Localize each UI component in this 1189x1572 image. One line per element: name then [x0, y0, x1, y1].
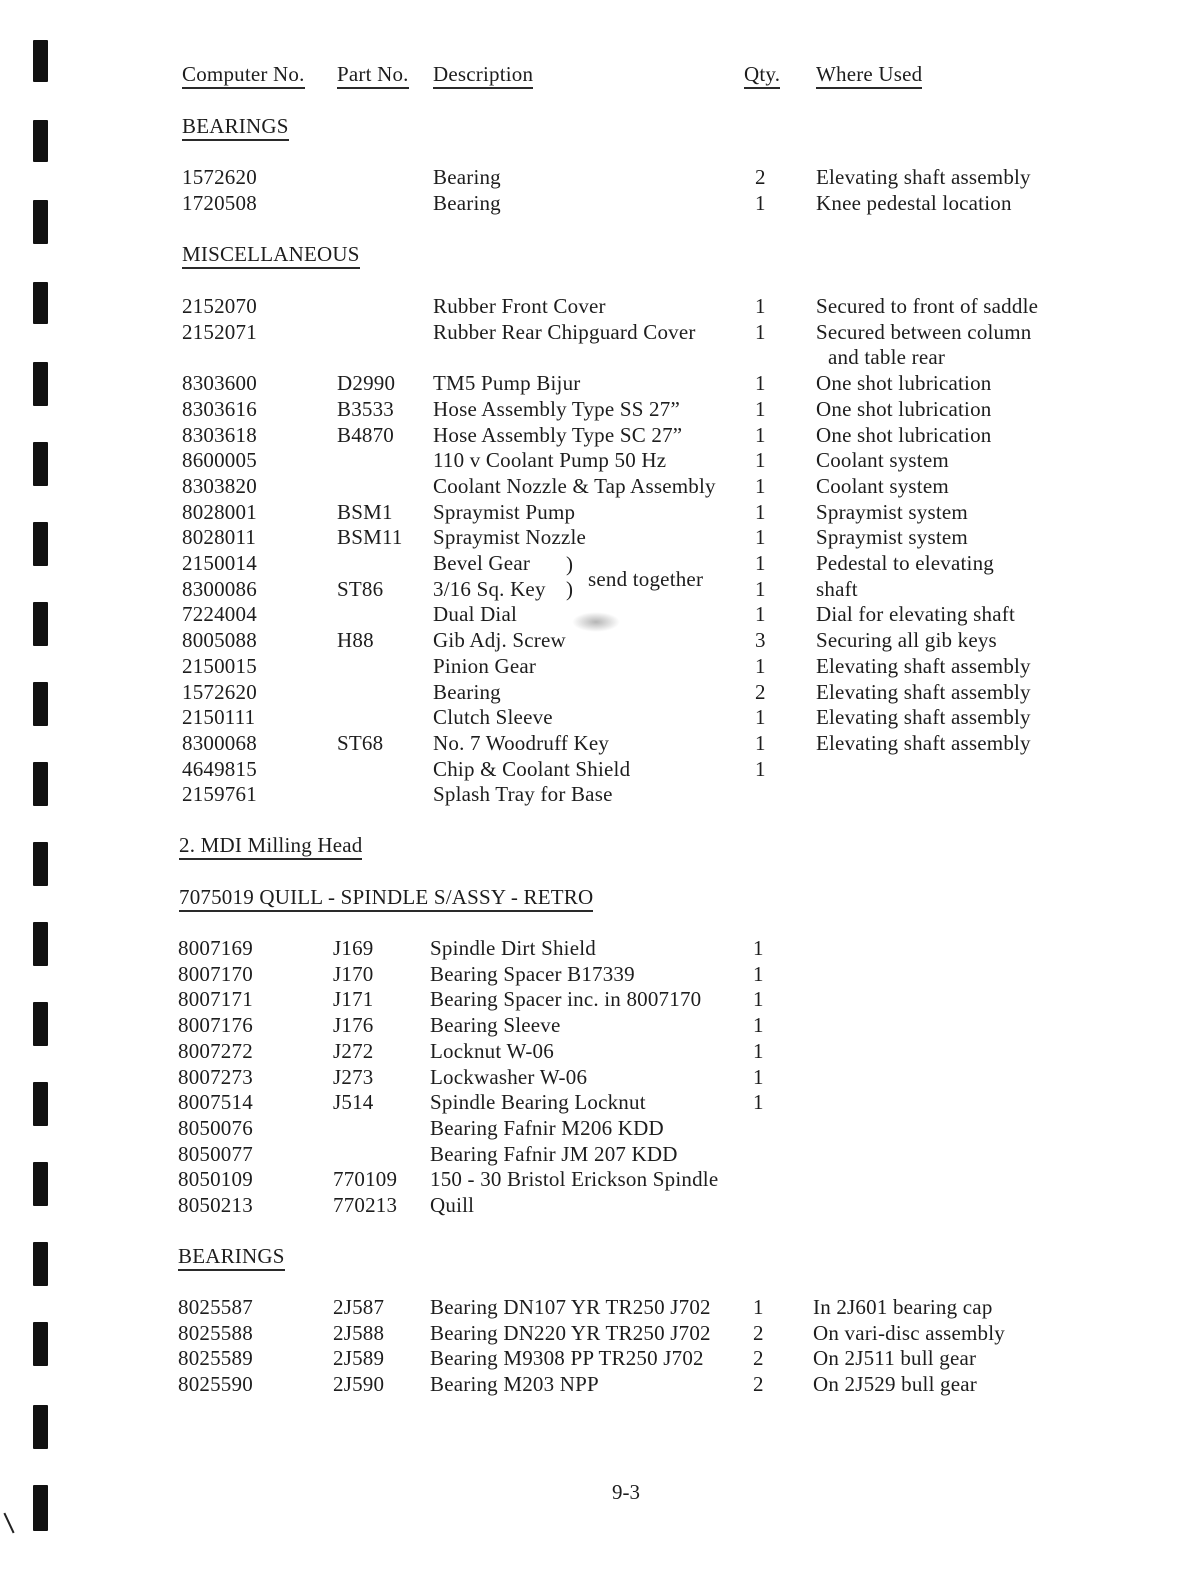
- computer-no: 2150014: [182, 551, 257, 575]
- header-description: Description: [433, 62, 533, 89]
- binder-punch-mark: [33, 762, 48, 806]
- where-used: On vari-disc assembly: [813, 1320, 1005, 1345]
- binder-punch-mark: [33, 362, 48, 406]
- qty: 1: [753, 1064, 764, 1089]
- binder-punch-mark: [33, 682, 48, 726]
- section-miscellaneous: MISCELLANEOUS: [182, 242, 360, 269]
- qty: 2: [753, 1320, 764, 1345]
- part-no: J273: [333, 1064, 374, 1089]
- description: Bearing Fafnir M206 KDD: [430, 1115, 664, 1140]
- computer-no: 2152071: [182, 319, 257, 344]
- where-used: Secured to front of saddle: [816, 294, 1039, 318]
- binder-punch-mark: [33, 1322, 48, 1366]
- qty: 1: [755, 371, 766, 396]
- binder-punch-mark: [33, 602, 48, 646]
- where-used: Elevating shaft assembly: [816, 653, 1031, 678]
- qty: 1: [755, 448, 766, 473]
- description: Clutch Sleeve: [433, 705, 553, 730]
- computer-no: 1572620: [182, 165, 257, 189]
- description: Rubber Rear Chipguard Cover: [433, 319, 696, 344]
- description: Spindle Bearing Locknut: [430, 1090, 646, 1115]
- description: 3/16 Sq. Key: [433, 576, 546, 601]
- qty: 1: [755, 499, 766, 524]
- description: Bearing: [433, 679, 501, 704]
- part-no: 2J590: [333, 1372, 385, 1397]
- qty: 1: [753, 961, 764, 986]
- where-used: Secured between column: [816, 319, 1032, 344]
- where-used: Dial for elevating shaft: [816, 602, 1015, 627]
- header-part-no: Part No.: [337, 62, 409, 89]
- description: Pinion Gear: [433, 653, 537, 678]
- binder-punch-mark: [33, 522, 48, 566]
- description: Bearing Spacer inc. in 8007170: [430, 987, 702, 1012]
- qty: 1: [753, 1038, 764, 1063]
- part-no: H88: [337, 628, 374, 653]
- qty: 2: [753, 1372, 764, 1397]
- part-no: J169: [333, 936, 374, 960]
- computer-no: 1720508: [182, 190, 257, 215]
- section-mdi-milling-head: 2. MDI Milling Head: [179, 833, 362, 857]
- part-no: J514: [333, 1090, 374, 1115]
- computer-no: 8028001: [182, 499, 257, 524]
- qty: 1: [755, 551, 766, 575]
- where-used: Spraymist system: [816, 499, 968, 524]
- description: 150 - 30 Bristol Erickson Spindle: [430, 1167, 719, 1192]
- where-used: Elevating shaft assembly: [816, 730, 1031, 755]
- computer-no: 8303820: [182, 473, 257, 498]
- computer-no: 8025590: [178, 1372, 253, 1397]
- where-used: In 2J601 bearing cap: [813, 1295, 993, 1319]
- part-no: ST68: [337, 730, 384, 755]
- part-no: J176: [333, 1013, 374, 1038]
- part-no: B4870: [337, 422, 395, 447]
- where-used: One shot lubrication: [816, 396, 992, 421]
- where-used: Elevating shaft assembly: [816, 679, 1031, 704]
- computer-no: 2150015: [182, 653, 257, 678]
- qty: 1: [753, 936, 764, 960]
- computer-no: 8050109: [178, 1167, 253, 1192]
- binder-punch-mark: [33, 1242, 48, 1286]
- where-used: On 2J511 bull gear: [813, 1346, 977, 1371]
- part-no: J170: [333, 961, 374, 986]
- section-bearings: BEARINGS: [182, 114, 289, 141]
- bracket-mark: ): [566, 577, 573, 601]
- computer-no: 8050213: [178, 1193, 253, 1217]
- qty: 1: [755, 190, 766, 215]
- qty: 1: [755, 602, 766, 627]
- part-no: BSM1: [337, 499, 393, 524]
- qty: 1: [755, 756, 766, 781]
- qty: 1: [753, 1090, 764, 1115]
- description: Bearing Spacer B17339: [430, 961, 635, 986]
- qty: 1: [755, 730, 766, 755]
- binder-punch-mark: [33, 282, 48, 324]
- binder-punch-mark: [33, 1082, 48, 1126]
- computer-no: 8007171: [178, 987, 253, 1012]
- binder-punch-mark: [33, 120, 48, 162]
- where-used: Spraymist system: [816, 525, 968, 550]
- where-used: and table rear: [828, 345, 946, 370]
- description: Bearing DN107 YR TR250 J702: [430, 1295, 711, 1319]
- description: Bearing DN220 YR TR250 J702: [430, 1320, 711, 1345]
- send-together-note: send together: [588, 567, 704, 591]
- bracket-mark: ): [566, 552, 573, 576]
- computer-no: 8025589: [178, 1346, 253, 1371]
- computer-no: 8300068: [182, 730, 257, 755]
- qty: 2: [753, 1346, 764, 1371]
- where-used: Pedestal to elevating: [816, 551, 994, 575]
- part-no: ST86: [337, 576, 384, 601]
- qty: 1: [753, 987, 764, 1012]
- where-used: shaft: [816, 576, 858, 601]
- section-quill-spindle: 7075019 QUILL - SPINDLE S/ASSY - RETRO: [179, 885, 593, 912]
- binder-punch-mark: [33, 1405, 48, 1449]
- description: Chip & Coolant Shield: [433, 756, 631, 781]
- computer-no: 8303618: [182, 422, 257, 447]
- qty: 2: [755, 165, 766, 189]
- part-no: D2990: [337, 371, 396, 396]
- part-no: J171: [333, 987, 374, 1012]
- description: No. 7 Woodruff Key: [433, 730, 610, 755]
- where-used: Elevating shaft assembly: [816, 165, 1031, 189]
- part-no: BSM11: [337, 525, 403, 550]
- description: Rubber Front Cover: [433, 294, 606, 318]
- description: Lockwasher W-06: [430, 1064, 588, 1089]
- scan-mark: [3, 1513, 14, 1534]
- computer-no: 8050077: [178, 1141, 253, 1166]
- computer-no: 8025587: [178, 1295, 253, 1319]
- computer-no: 8303600: [182, 371, 257, 396]
- computer-no: 8007169: [178, 936, 253, 960]
- where-used: Securing all gib keys: [816, 628, 997, 653]
- description: Gib Adj. Screw: [433, 628, 566, 653]
- qty: 1: [755, 422, 766, 447]
- computer-no: 8007272: [178, 1038, 253, 1063]
- qty: 1: [755, 294, 766, 318]
- where-used: Coolant system: [816, 473, 949, 498]
- computer-no: 8600005: [182, 448, 257, 473]
- qty: 1: [755, 319, 766, 344]
- qty: 1: [755, 705, 766, 730]
- computer-no: 8007514: [178, 1090, 253, 1115]
- computer-no: 8007176: [178, 1013, 253, 1038]
- where-used: One shot lubrication: [816, 422, 992, 447]
- computer-no: 8025588: [178, 1320, 253, 1345]
- qty: 3: [755, 628, 766, 653]
- qty: 1: [755, 473, 766, 498]
- description: Bearing Sleeve: [430, 1013, 561, 1038]
- qty: 1: [755, 396, 766, 421]
- part-no: 2J588: [333, 1320, 385, 1345]
- binder-punch-mark: [33, 842, 48, 886]
- description: Bevel Gear: [433, 551, 531, 575]
- binder-punch-mark: [33, 922, 48, 966]
- binder-punch-mark: [33, 40, 48, 82]
- description: Spraymist Pump: [433, 499, 576, 524]
- description: Coolant Nozzle & Tap Assembly: [433, 473, 716, 498]
- where-used: On 2J529 bull gear: [813, 1372, 977, 1397]
- description: Spraymist Nozzle: [433, 525, 587, 550]
- description: Spindle Dirt Shield: [430, 936, 596, 960]
- scan-smudge: [572, 612, 620, 632]
- computer-no: 2159761: [182, 782, 257, 807]
- computer-no: 8300086: [182, 576, 257, 601]
- qty: 1: [753, 1295, 764, 1319]
- qty: 1: [755, 653, 766, 678]
- computer-no: 8007170: [178, 961, 253, 986]
- computer-no: 8303616: [182, 396, 257, 421]
- part-no: 2J587: [333, 1295, 385, 1319]
- header-computer-no: Computer No.: [182, 62, 305, 89]
- computer-no: 8050076: [178, 1115, 253, 1140]
- computer-no: 1572620: [182, 679, 257, 704]
- computer-no: 8028011: [182, 525, 257, 550]
- qty: 1: [755, 525, 766, 550]
- qty: 1: [755, 576, 766, 601]
- binder-punch-mark: [33, 1485, 48, 1531]
- part-no: J272: [333, 1038, 374, 1063]
- computer-no: 4649815: [182, 756, 257, 781]
- where-used: Elevating shaft assembly: [816, 705, 1031, 730]
- part-no: 2J589: [333, 1346, 385, 1371]
- header-qty: Qty.: [744, 62, 780, 89]
- description: Splash Tray for Base: [433, 782, 613, 807]
- computer-no: 8007273: [178, 1064, 253, 1089]
- binder-punch-mark: [33, 1162, 48, 1206]
- qty: 2: [755, 679, 766, 704]
- description: Bearing: [433, 165, 501, 189]
- qty: 1: [753, 1013, 764, 1038]
- where-used: One shot lubrication: [816, 371, 992, 396]
- where-used: Knee pedestal location: [816, 190, 1012, 215]
- description: Bearing: [433, 190, 501, 215]
- description: Bearing M9308 PP TR250 J702: [430, 1346, 704, 1371]
- section-bearings-2: BEARINGS: [178, 1244, 285, 1271]
- description: Bearing M203 NPP: [430, 1372, 599, 1397]
- description: Hose Assembly Type SC 27”: [433, 422, 683, 447]
- description: Dual Dial: [433, 602, 518, 627]
- page-number: 9-3: [612, 1480, 640, 1504]
- binder-punch-mark: [33, 1002, 48, 1046]
- description: Quill: [430, 1193, 475, 1217]
- description: Locknut W-06: [430, 1038, 554, 1063]
- where-used: Coolant system: [816, 448, 949, 473]
- description: 110 v Coolant Pump 50 Hz: [433, 448, 667, 473]
- computer-no: 8005088: [182, 628, 257, 653]
- part-no: 770109: [333, 1167, 398, 1192]
- part-no: 770213: [333, 1193, 398, 1217]
- header-where-used: Where Used: [816, 62, 922, 89]
- part-no: B3533: [337, 396, 395, 421]
- computer-no: 7224004: [182, 602, 257, 627]
- binder-punch-mark: [33, 442, 48, 486]
- description: TM5 Pump Bijur: [433, 371, 581, 396]
- description: Bearing Fafnir JM 207 KDD: [430, 1141, 678, 1166]
- binder-punch-mark: [33, 200, 48, 244]
- computer-no: 2150111: [182, 705, 256, 730]
- computer-no: 2152070: [182, 294, 257, 318]
- description: Hose Assembly Type SS 27”: [433, 396, 680, 421]
